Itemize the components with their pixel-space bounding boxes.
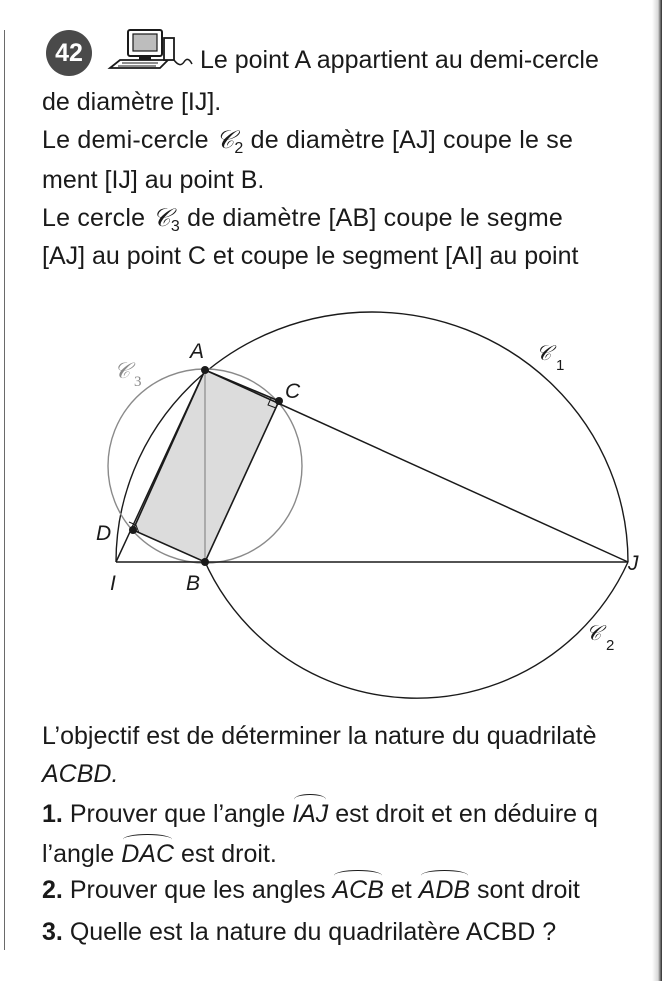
quadrilateral-acbd [133,370,279,562]
label-j: J [628,552,639,575]
statement-text-6: [AJ] au point C et coupe le segment [AI] au point [42,242,579,270]
label-b: B [186,572,201,595]
angle-adb: ADB [418,876,471,904]
label-c1-symbol: 𝒞 [536,342,552,365]
statement-text-1: Le point A appartient au demi-cercle [200,46,599,74]
question-1 [42,798,598,830]
question-2-text-a: Prouver que les angles [69,876,326,904]
statement-line-2 [42,86,221,118]
question-2 [42,874,580,906]
segment-aj [205,370,628,562]
objective-text-2: ACBD. [42,760,119,788]
objective-line-1 [42,720,597,752]
computer-icon [106,28,194,74]
circle-symbol: 𝒞 [152,205,171,232]
label-i: I [110,572,116,595]
question-2-number: 2. [42,876,63,904]
label-c2-symbol: 𝒞 [586,622,602,645]
question-1-text-c: l’angle [42,840,115,868]
angle-dac: DAC [121,840,175,868]
question-3-number: 3. [42,918,63,946]
angle-acb: ACB [332,876,384,904]
question-1-number: 1. [42,800,63,828]
label-c2-index: 2 [606,637,615,654]
circle-index-3: 3 [170,218,180,235]
statement-text-3c: de diamètre [AJ] coupe le se [250,126,574,154]
statement-text-2: de diamètre [IJ]. [42,88,222,116]
statement-text-5c: de diamètre [AB] coupe le segme [187,204,563,232]
statement-line-5 [42,202,563,243]
question-2-text-c: sont droit [477,876,580,904]
objective-text-1: L’objectif est de déterminer la nature du quadrilatè [42,722,597,750]
statement-text-5a: Le cercle [42,204,146,232]
circle-index-2: 2 [234,140,244,157]
label-c3-index: 3 [134,374,142,390]
label-c3-symbol: 𝒞 [114,358,131,383]
label-a: A [190,340,205,363]
label-d: D [96,522,112,545]
exercise-number-badge: 42 [46,30,92,76]
angle-iaj: IAJ [292,800,329,828]
question-1-continued [42,838,277,870]
question-1-text-a: Prouver que l’angle [69,800,286,828]
statement-line-3 [42,124,573,165]
statement-text-3a: Le demi-cercle [42,126,209,154]
statement-text-4: ment [IJ] au point B. [42,166,265,194]
geometry-figure [0,290,662,700]
point-c [275,397,283,405]
statement-line-4 [42,164,264,196]
objective-line-2 [42,758,118,790]
question-2-text-b: et [390,876,412,904]
question-1-text-b: est droit et en déduire q [335,800,598,828]
question-1-text-d: est droit. [180,840,277,868]
label-c: C [285,380,301,403]
circle-symbol: 𝒞 [215,127,235,154]
point-a [201,366,209,374]
point-b [201,558,209,566]
point-d [129,526,137,534]
question-3 [42,916,556,948]
statement-line-6 [42,240,578,272]
statement-line-1 [200,44,599,76]
question-3-text: Quelle est la nature du quadrilatère ACBD ? [69,918,557,946]
label-c1-index: 1 [556,357,565,374]
